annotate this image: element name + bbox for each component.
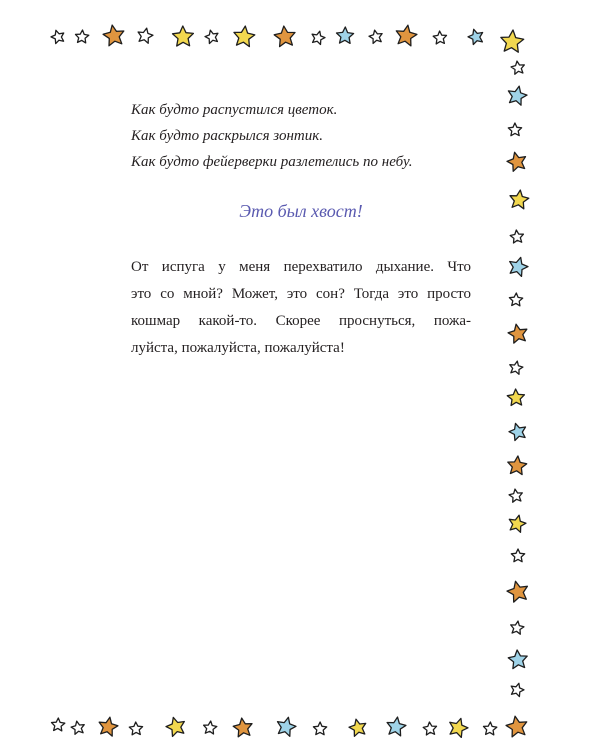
paragraph-line-4: луйста, пожалуйста, пожалуйста! bbox=[131, 340, 345, 356]
paragraph-line-2: это со мной? Может, это сон? Тогда это просто bbox=[131, 286, 471, 302]
poem-line-1: Как будто распустился цветок. bbox=[131, 102, 338, 118]
section-heading: Это был хвост! bbox=[239, 201, 363, 221]
poem-line-2: Как будто раскрылся зонтик. bbox=[131, 128, 323, 144]
paragraph-line-1: От испуга у меня перехватило дыхание. Что bbox=[131, 259, 471, 275]
poem-line-3: Как будто фейерверки разлетелись по небу. bbox=[131, 154, 413, 170]
paragraph-line-3: кошмар какой-то. Скорее проснуться, пожа- bbox=[131, 313, 471, 329]
